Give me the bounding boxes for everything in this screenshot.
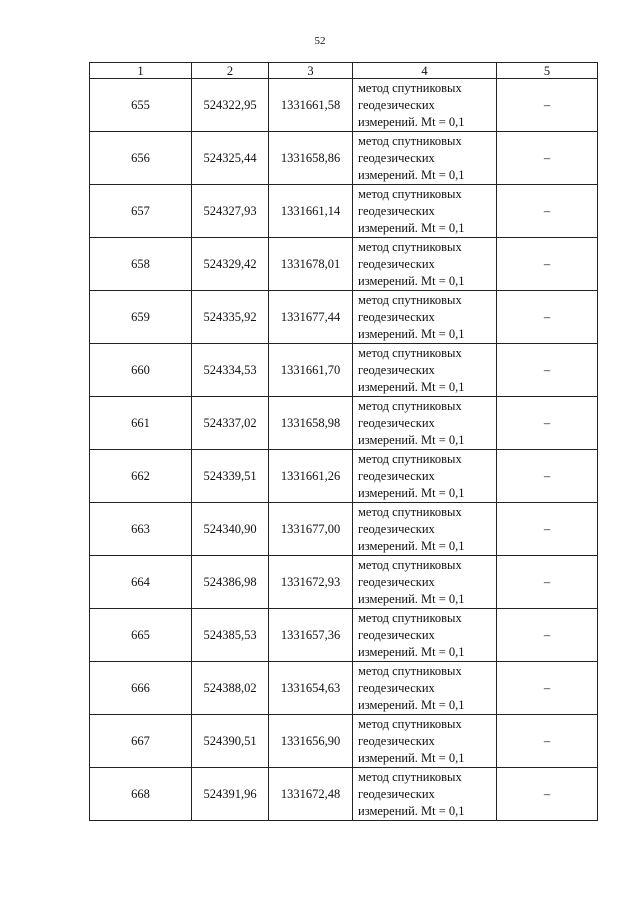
point-number-cell: 658 — [90, 238, 192, 291]
header-col-3: 3 — [269, 63, 353, 79]
y-coordinate-cell: 1331658,98 — [269, 397, 353, 450]
header-col-5: 5 — [497, 63, 598, 79]
point-number-cell: 666 — [90, 662, 192, 715]
method-line: метод спутниковых — [358, 292, 462, 307]
method-line: измерений. Mt = 0,1 — [358, 485, 465, 500]
note-cell: – — [497, 609, 598, 662]
y-coordinate-cell: 1331656,90 — [269, 715, 353, 768]
point-number-cell: 655 — [90, 79, 192, 132]
x-coordinate-cell: 524334,53 — [192, 344, 269, 397]
method-cell — [353, 185, 497, 238]
x-coordinate-cell: 524337,02 — [192, 397, 269, 450]
x-coordinate-cell: 524340,90 — [192, 503, 269, 556]
note-cell: – — [497, 79, 598, 132]
point-number-cell: 660 — [90, 344, 192, 397]
x-coordinate-cell: 524339,51 — [192, 450, 269, 503]
method-line: метод спутниковых — [358, 610, 462, 625]
method-line: метод спутниковых — [358, 186, 462, 201]
method-line: геодезических — [358, 733, 435, 748]
x-coordinate-cell: 524385,53 — [192, 609, 269, 662]
method-line: метод спутниковых — [358, 557, 462, 572]
method-line: геодезических — [358, 97, 435, 112]
x-coordinate-cell: 524325,44 — [192, 132, 269, 185]
method-cell — [353, 291, 497, 344]
method-cell — [353, 344, 497, 397]
table-row — [90, 185, 598, 238]
y-coordinate-cell: 1331658,86 — [269, 132, 353, 185]
table-row — [90, 450, 598, 503]
method-cell — [353, 609, 497, 662]
method-line: геодезических — [358, 521, 435, 536]
header-col-2: 2 — [192, 63, 269, 79]
note-cell: – — [497, 556, 598, 609]
point-number-cell: 665 — [90, 609, 192, 662]
point-number-cell: 662 — [90, 450, 192, 503]
table-row — [90, 662, 598, 715]
method-cell — [353, 715, 497, 768]
point-number-cell: 657 — [90, 185, 192, 238]
table-row — [90, 132, 598, 185]
method-line: геодезических — [358, 150, 435, 165]
note-cell: – — [497, 715, 598, 768]
method-cell — [353, 450, 497, 503]
method-line: метод спутниковых — [358, 451, 462, 466]
method-line: метод спутниковых — [358, 398, 462, 413]
table-row — [90, 556, 598, 609]
note-cell: – — [497, 344, 598, 397]
method-line: геодезических — [358, 203, 435, 218]
note-cell: – — [497, 768, 598, 821]
method-line: измерений. Mt = 0,1 — [358, 432, 465, 447]
x-coordinate-cell: 524322,95 — [192, 79, 269, 132]
point-number-cell: 668 — [90, 768, 192, 821]
method-cell — [353, 238, 497, 291]
method-line: измерений. Mt = 0,1 — [358, 167, 465, 182]
y-coordinate-cell: 1331661,26 — [269, 450, 353, 503]
method-line: метод спутниковых — [358, 345, 462, 360]
method-line: метод спутниковых — [358, 504, 462, 519]
note-cell: – — [497, 662, 598, 715]
method-line: геодезических — [358, 574, 435, 589]
y-coordinate-cell: 1331677,44 — [269, 291, 353, 344]
point-number-cell: 663 — [90, 503, 192, 556]
page-number: 52 — [314, 35, 326, 47]
point-number-cell: 659 — [90, 291, 192, 344]
x-coordinate-cell: 524388,02 — [192, 662, 269, 715]
table-row — [90, 503, 598, 556]
method-line: измерений. Mt = 0,1 — [358, 114, 465, 129]
method-line: метод спутниковых — [358, 80, 462, 95]
method-line: измерений. Mt = 0,1 — [358, 750, 465, 765]
table-row — [90, 397, 598, 450]
y-coordinate-cell: 1331661,14 — [269, 185, 353, 238]
method-line: измерений. Mt = 0,1 — [358, 644, 465, 659]
method-line: измерений. Mt = 0,1 — [358, 273, 465, 288]
method-line: измерений. Mt = 0,1 — [358, 538, 465, 553]
coordinates-table — [89, 62, 598, 821]
table-row — [90, 344, 598, 397]
x-coordinate-cell: 524329,42 — [192, 238, 269, 291]
method-line: геодезических — [358, 256, 435, 271]
point-number-cell: 667 — [90, 715, 192, 768]
table-header-row — [90, 63, 598, 79]
method-line: геодезических — [358, 468, 435, 483]
header-col-1: 1 — [90, 63, 192, 79]
method-line: геодезических — [358, 309, 435, 324]
point-number-cell: 661 — [90, 397, 192, 450]
x-coordinate-cell: 524391,96 — [192, 768, 269, 821]
note-cell: – — [497, 132, 598, 185]
y-coordinate-cell: 1331677,00 — [269, 503, 353, 556]
y-coordinate-cell: 1331672,93 — [269, 556, 353, 609]
table-row — [90, 79, 598, 132]
header-col-4: 4 — [353, 63, 497, 79]
y-coordinate-cell: 1331661,58 — [269, 79, 353, 132]
method-line: геодезических — [358, 680, 435, 695]
y-coordinate-cell: 1331657,36 — [269, 609, 353, 662]
method-line: измерений. Mt = 0,1 — [358, 220, 465, 235]
table-body — [90, 79, 598, 821]
point-number-cell: 664 — [90, 556, 192, 609]
x-coordinate-cell: 524327,93 — [192, 185, 269, 238]
x-coordinate-cell: 524386,98 — [192, 556, 269, 609]
table-row — [90, 238, 598, 291]
method-line: метод спутниковых — [358, 663, 462, 678]
y-coordinate-cell: 1331661,70 — [269, 344, 353, 397]
method-line: измерений. Mt = 0,1 — [358, 326, 465, 341]
method-line: метод спутниковых — [358, 239, 462, 254]
y-coordinate-cell: 1331672,48 — [269, 768, 353, 821]
method-cell — [353, 503, 497, 556]
method-line: измерений. Mt = 0,1 — [358, 697, 465, 712]
y-coordinate-cell: 1331678,01 — [269, 238, 353, 291]
note-cell: – — [497, 397, 598, 450]
method-cell — [353, 397, 497, 450]
method-cell — [353, 79, 497, 132]
method-line: геодезических — [358, 362, 435, 377]
method-line: метод спутниковых — [358, 133, 462, 148]
note-cell: – — [497, 185, 598, 238]
method-line: геодезических — [358, 627, 435, 642]
table-row — [90, 768, 598, 821]
point-number-cell: 656 — [90, 132, 192, 185]
method-line: измерений. Mt = 0,1 — [358, 591, 465, 606]
method-cell — [353, 662, 497, 715]
method-cell — [353, 132, 497, 185]
y-coordinate-cell: 1331654,63 — [269, 662, 353, 715]
method-line: измерений. Mt = 0,1 — [358, 379, 465, 394]
note-cell: – — [497, 503, 598, 556]
table-row — [90, 609, 598, 662]
note-cell: – — [497, 238, 598, 291]
method-line: геодезических — [358, 786, 435, 801]
x-coordinate-cell: 524335,92 — [192, 291, 269, 344]
table-row — [90, 715, 598, 768]
table-row — [90, 291, 598, 344]
x-coordinate-cell: 524390,51 — [192, 715, 269, 768]
method-line: метод спутниковых — [358, 769, 462, 784]
method-line: геодезических — [358, 415, 435, 430]
method-line: метод спутниковых — [358, 716, 462, 731]
method-cell — [353, 556, 497, 609]
note-cell: – — [497, 450, 598, 503]
note-cell: – — [497, 291, 598, 344]
method-line: измерений. Mt = 0,1 — [358, 803, 465, 818]
method-cell — [353, 768, 497, 821]
